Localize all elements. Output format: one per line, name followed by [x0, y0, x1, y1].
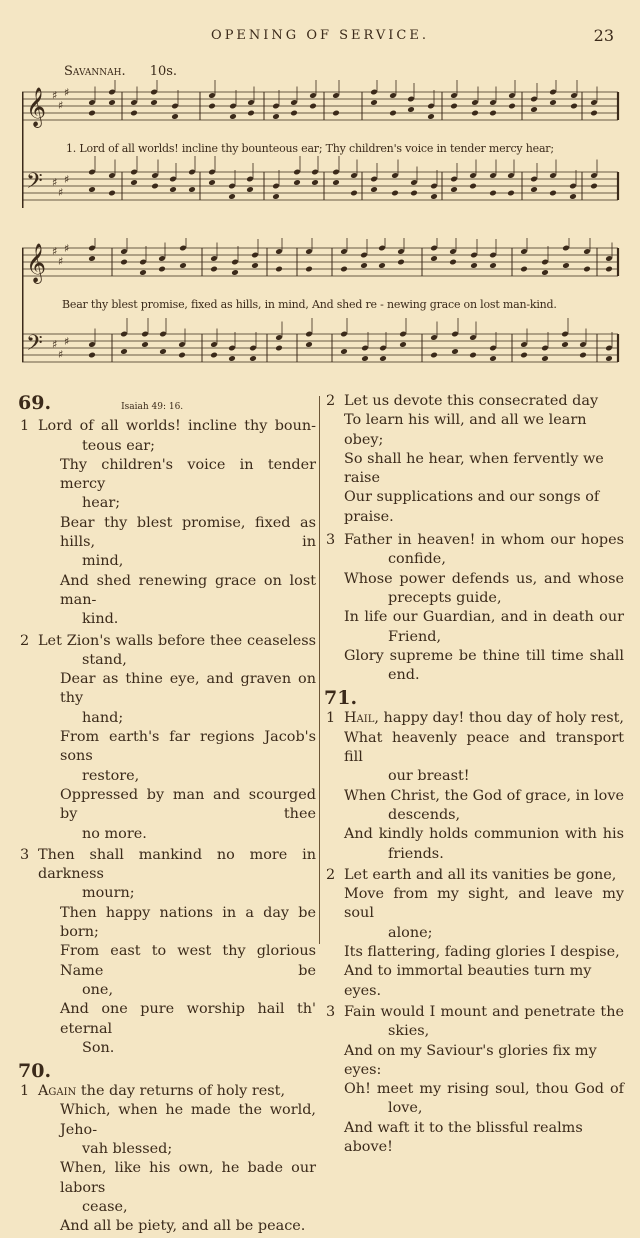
verse-line: What heavenly peace and transport fill	[344, 729, 624, 766]
hymn-71-stanza-1	[324, 709, 624, 863]
verse-line: In life our Guardian, and in death our	[344, 609, 624, 626]
note-head	[360, 262, 368, 269]
scripture-reference: Isaiah 49: 16.	[121, 402, 184, 412]
note-head	[370, 99, 378, 106]
note-head	[246, 186, 254, 193]
verse-line: And on my Saviour's glories fix my eyes:	[344, 1042, 597, 1078]
note-head	[397, 259, 405, 266]
note-head	[605, 355, 613, 362]
note-head	[389, 110, 397, 117]
verse-line: Its flattering, fading glories I despise,	[344, 944, 620, 961]
verse-line: hear;	[82, 495, 121, 512]
note-head	[305, 266, 313, 273]
note-head	[391, 190, 399, 197]
hymn-70-stanza-1	[18, 1082, 316, 1236]
note-head	[541, 355, 549, 362]
note-head	[249, 355, 257, 362]
note-head	[489, 190, 497, 197]
hymn-69-stanza-1	[18, 417, 316, 629]
verse-line: And all be piety, and all be peace.	[60, 1218, 306, 1235]
verse-line: Move from my sight, and leave my soul	[344, 886, 624, 922]
verse-line: stand,	[82, 651, 127, 668]
hymn-70-stanza-3	[324, 531, 624, 685]
verse-line-rest: the day returns of holy rest,	[76, 1083, 286, 1100]
note-head	[290, 110, 298, 117]
column-divider	[319, 396, 320, 944]
note-head	[305, 341, 313, 348]
lyric-line-2: Bear thy blest promise, fixed as hills, in mind, And shed re - newing grace on lost man-kind.	[62, 298, 557, 311]
note-head	[178, 352, 186, 359]
note-head	[605, 266, 613, 273]
note-head	[451, 348, 459, 355]
verse-line: Then happy nations in a day be born;	[60, 904, 316, 941]
sharp-icon: ♯	[58, 255, 64, 268]
note-head	[590, 110, 598, 117]
verse-line: love,	[388, 1100, 423, 1117]
verse-line: kind.	[82, 611, 119, 628]
note-head	[332, 110, 340, 117]
treble-clef-icon: 𝄞	[26, 243, 47, 283]
verse-line: When Christ, the God of grace, in love	[344, 787, 624, 804]
left-column	[18, 392, 316, 1238]
note-head	[208, 103, 216, 110]
verse-line: hand;	[82, 709, 124, 726]
page-number: 23	[593, 26, 614, 45]
note-head	[590, 183, 598, 190]
stanza-number: 1	[20, 418, 30, 435]
note-head	[569, 193, 577, 200]
verse-line: our breast!	[388, 768, 470, 785]
verse-line: restore,	[82, 767, 140, 784]
stanza-number: 3	[326, 1003, 336, 1020]
note-head	[275, 266, 283, 273]
verse-line: Bear thy blest promise, fixed as hills, in	[60, 514, 316, 551]
verse-line: To learn his will, and all we learn obey;	[344, 412, 587, 448]
tune-name: Savannah.	[64, 64, 126, 79]
note-head	[151, 183, 159, 190]
note-head	[541, 269, 549, 276]
note-head	[379, 355, 387, 362]
note-head	[489, 110, 497, 117]
stanza-number: 1	[20, 1083, 30, 1100]
note-head	[549, 190, 557, 197]
hymn-70-heading	[18, 1060, 316, 1082]
verse-line: So shall he hear, when fervently we raise	[344, 450, 604, 487]
note-head	[130, 179, 138, 186]
note-head	[340, 348, 348, 355]
sharp-icon: ♯	[58, 186, 64, 199]
note-head	[471, 110, 479, 117]
sharp-icon: ♯	[58, 348, 64, 361]
treble-clef-icon: 𝄞	[26, 87, 47, 127]
stanza-number: 2	[20, 632, 30, 649]
note-head	[108, 99, 116, 106]
sharp-icon: ♯	[64, 86, 70, 99]
tune-heading	[64, 64, 177, 79]
verse-line: When, like his own, he bade our labors	[60, 1160, 316, 1196]
stanza-number: 2	[326, 866, 336, 883]
verse-line: And waft it to the blissful realms above!	[344, 1119, 583, 1155]
note-head	[141, 341, 149, 348]
verse-line: From east to west thy glorious Name be	[60, 943, 316, 979]
hymn-71-stanza-2	[324, 866, 624, 1001]
verse-line: Dear as thine eye, and graven on thy	[60, 671, 316, 707]
note-head	[530, 186, 538, 193]
verse-line: Our supplications and our songs of praise.	[344, 489, 600, 525]
note-head	[508, 103, 516, 110]
hymn-number: 70.	[18, 1060, 52, 1083]
note-head	[272, 193, 280, 200]
initial-word: Hail	[344, 710, 375, 727]
verse-line: teous ear;	[82, 437, 156, 454]
verse-line-rest: , happy day! thou day of holy rest,	[374, 710, 624, 727]
sharp-icon: ♯	[52, 176, 58, 189]
note-head	[309, 103, 317, 110]
note-head	[208, 179, 216, 186]
verse-line: skies,	[388, 1023, 430, 1040]
bass-clef-icon: 𝄢	[26, 331, 43, 361]
verse-line: Thy children's voice in tender mercy	[60, 456, 316, 493]
note-head	[469, 352, 477, 359]
bass-clef-icon: 𝄢	[26, 169, 43, 199]
note-head	[361, 355, 369, 362]
note-head	[275, 345, 283, 352]
note-head	[272, 113, 280, 120]
note-head	[489, 262, 497, 269]
verse-line: mourn;	[82, 885, 135, 902]
verse-line: vah blessed;	[82, 1140, 173, 1157]
note-head	[88, 110, 96, 117]
stanza-number: 2	[326, 393, 336, 409]
verse-line: confide,	[388, 551, 446, 568]
sharp-icon: ♯	[52, 245, 58, 258]
verse-line: cease,	[82, 1198, 128, 1215]
note-head	[410, 190, 418, 197]
verse-line: From earth's far regions Jacob's sons	[60, 729, 316, 765]
verse-line: alone;	[388, 924, 433, 941]
verse-line: Then shall mankind no more in darkness	[38, 846, 316, 883]
verse-line: Son.	[82, 1039, 115, 1056]
verse-line: Which, when he made the world, Jeho-	[60, 1102, 316, 1138]
note-head	[561, 341, 569, 348]
sharp-icon: ♯	[64, 242, 70, 255]
note-head	[311, 179, 319, 186]
note-head	[350, 190, 358, 197]
verse-line: Friend,	[388, 628, 442, 645]
note-head	[130, 110, 138, 117]
right-column	[324, 392, 624, 1159]
sharp-icon: ♯	[52, 89, 58, 102]
note-head	[228, 193, 236, 200]
note-head	[340, 266, 348, 273]
verse-line: Glory supreme be thine till time shall	[344, 647, 624, 664]
note-head	[470, 262, 478, 269]
stanza-number: 1	[326, 710, 336, 727]
verse-line: Lord of all worlds! incline thy boun-	[38, 418, 316, 435]
note-head	[399, 341, 407, 348]
verse-line: And to immortal beauties turn my eyes.	[344, 963, 592, 999]
note-head	[210, 266, 218, 273]
note-head	[210, 352, 218, 359]
note-head	[469, 183, 477, 190]
note-head	[570, 103, 578, 110]
sharp-icon: ♯	[64, 335, 70, 348]
note-head	[158, 266, 166, 273]
note-head	[427, 113, 435, 120]
verse-line	[38, 1082, 316, 1101]
initial-word: Again	[38, 1083, 77, 1100]
note-head	[88, 255, 96, 262]
note-head	[450, 186, 458, 193]
verse-line: And kindly holds communion with his	[344, 826, 624, 843]
note-head	[583, 266, 591, 273]
note-head	[159, 348, 167, 355]
verse-line: Whose power defends us, and whose	[344, 570, 624, 587]
note-head	[562, 262, 570, 269]
verse-line: Father in heaven! in whom our hopes	[344, 532, 624, 549]
sharp-icon: ♯	[52, 338, 58, 351]
note-head	[449, 259, 457, 266]
verse-line: Oppressed by man and scourged by thee	[60, 786, 316, 823]
note-head	[139, 269, 147, 276]
verse-line: Let Zion's walls before thee ceaseless	[38, 632, 316, 649]
note-head	[489, 355, 497, 362]
note-head	[231, 269, 239, 276]
note-head	[120, 348, 128, 355]
hymn-69-heading	[18, 392, 316, 417]
note-head	[450, 103, 458, 110]
note-head	[520, 266, 528, 273]
hymn-71-heading	[324, 687, 624, 709]
note-head	[251, 262, 259, 269]
hymn-number: 69.	[18, 392, 52, 414]
sharp-icon: ♯	[64, 173, 70, 186]
verse-line: descends,	[388, 806, 461, 823]
note-head	[407, 106, 415, 113]
note-head	[378, 262, 386, 269]
note-head	[430, 255, 438, 262]
hymn-69-stanza-2	[18, 632, 316, 844]
note-head	[332, 179, 340, 186]
verse-line: Oh! meet my rising soul, thou God of	[344, 1081, 624, 1098]
stanza-number: 3	[20, 846, 30, 863]
note-head	[171, 113, 179, 120]
note-head	[549, 99, 557, 106]
verse-line: And one pure worship hail th' eternal	[60, 1001, 316, 1037]
verse-line: precepts guide,	[388, 589, 502, 606]
hymn-71-stanza-3	[324, 1003, 624, 1157]
note-head	[430, 193, 438, 200]
note-head	[370, 186, 378, 193]
verse-line: mind,	[82, 553, 124, 570]
note-head	[88, 186, 96, 193]
sharp-icon: ♯	[58, 99, 64, 112]
note-head	[229, 113, 237, 120]
verse-line: friends.	[388, 845, 444, 862]
note-head	[247, 110, 255, 117]
note-head	[579, 352, 587, 359]
hymn-69-stanza-3	[18, 846, 316, 1058]
note-head	[120, 259, 128, 266]
stanza-number: 3	[326, 532, 336, 549]
verse-line: no more.	[82, 825, 147, 842]
verse-line: end.	[388, 667, 420, 684]
note-head	[530, 106, 538, 113]
note-head	[88, 352, 96, 359]
verse-line: Let earth and all its vanities be gone,	[344, 866, 617, 883]
note-head	[228, 355, 236, 362]
verse-line: one,	[82, 981, 114, 998]
note-head	[108, 190, 116, 197]
lyric-line-1: 1. Lord of all worlds! incline thy bounteous ear; Thy children's voice in tender mercy hear;	[66, 142, 554, 155]
verse-line: Let us devote this consecrated day	[344, 393, 599, 409]
verse-line: Fain would I mount and penetrate the	[344, 1003, 624, 1020]
hymn-number: 71.	[324, 687, 358, 710]
note-head	[179, 262, 187, 269]
verse-line	[344, 709, 624, 728]
note-head	[507, 190, 515, 197]
note-head	[293, 179, 301, 186]
note-head	[169, 186, 177, 193]
verse-line: And shed renewing grace on lost man-	[60, 572, 316, 608]
running-title: OPENING OF SERVICE.	[211, 28, 429, 43]
tune-meter: 10s.	[149, 64, 178, 79]
hymn-70-stanza-2	[324, 392, 624, 527]
note-head	[430, 352, 438, 359]
note-head	[150, 99, 158, 106]
note-head	[520, 352, 528, 359]
note-head	[188, 186, 196, 193]
